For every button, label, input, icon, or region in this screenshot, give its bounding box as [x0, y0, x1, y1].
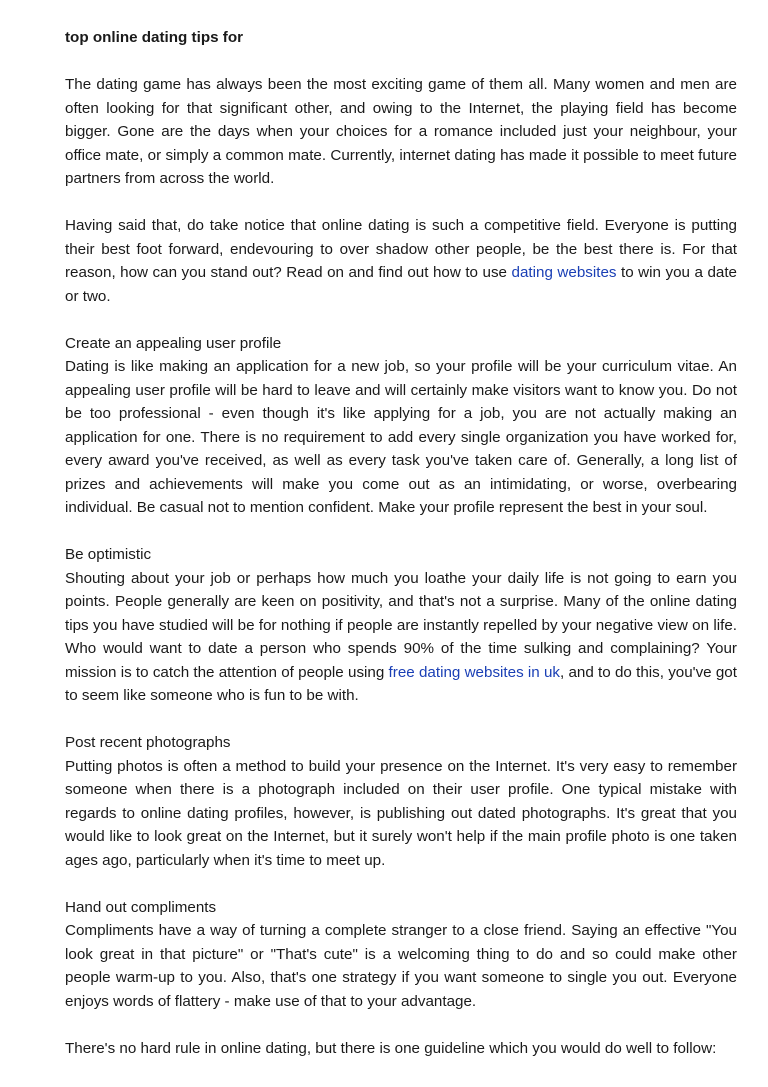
- intro-paragraph-2: [65, 214, 737, 308]
- section-profile: [65, 332, 737, 520]
- section-heading-profile: Create an appealing user profile: [65, 334, 282, 352]
- section-body-optimistic-before: Shouting about your job or perhaps how much you loathe your daily life is not going to earn you points. People generally are keen on positivity, and that's not a surprise. Many of the online dating tips you have studied will be for nothing if people are instantly repelled by your negative view on life. Who would want to date a person who spends 90% of the time sulking and complaining? Your mission is to catch the attention of people using: [65, 569, 737, 681]
- section-body-optimistic-after: , and to do this, you've got to seem like someone who is fun to be with.: [65, 663, 737, 704]
- intro-paragraph-2-text-after: to win you a date or two.: [65, 264, 737, 305]
- document-title: top online dating tips for: [65, 29, 244, 46]
- section-heading-photographs: Post recent photographs: [65, 734, 231, 751]
- section-optimistic: [65, 543, 737, 708]
- section-body-photographs: Putting photos is often a method to build your presence on the Internet. It's very easy to remember someone when there is a photograph included on their user profile. One typical mistake with regards to online dating profiles, however, is publishing out dated photographs. It's great that you would like to look great on the Internet, but it surely won't help if the main profile photo is one taken ages ago, particularly when it's time to meet up.: [65, 757, 737, 869]
- intro-paragraph-2-text-before: Having said that, do take notice that online dating is such a competitive field. Everyone is putting their best foot forward, endevouring to over shadow other people, be the best there is. For that reason, how can you stand out? Read on and find out how to use: [65, 217, 737, 281]
- section-heading-compliments: Hand out compliments: [65, 898, 217, 916]
- closing-paragraph: There's no hard rule in online dating, but there is one guideline which you would do well to follow:: [65, 1039, 717, 1057]
- free-dating-websites-uk-link[interactable]: free dating websites in uk: [388, 663, 561, 681]
- section-heading-optimistic: Be optimistic: [65, 546, 152, 563]
- section-body-profile: Dating is like making an application for a new job, so your profile will be your curriculum vitae. An appealing user profile will be hard to leave and will certainly make visitors want to know you. Do not be too professional - even though it's like applying for a job, you are not actually making an application for one. There is no requirement to add every single organization you have worked for, every award you've received, as well as every task you've taken care of. Generally, a long list of prizes and achievements will make you come out as an intimidating, or worse, overbearing individual. Be casual not to mention confident. Make your profile represent the best in your soul.: [65, 358, 737, 516]
- document-page: [65, 26, 737, 1084]
- section-body-compliments: Compliments have a way of turning a complete stranger to a close friend. Saying an effective "You look great in that picture" or "That's cute" is a welcoming thing to do and so could make other people warm-up to you. Also, that's one strategy if you want someone to single you out. Everyone enjoys words of flattery - make use of that to your advantage.: [65, 922, 737, 1010]
- section-photographs: [65, 731, 737, 872]
- section-compliments: [65, 896, 737, 1014]
- dating-websites-link[interactable]: dating websites: [511, 264, 617, 281]
- intro-paragraph-1: The dating game has always been the most exciting game of them all. Many women and men are often looking for that significant other, and owing to the Internet, the playing field has become bigger. Gone are the days when your choices for a romance included just your neighbour, your office mate, or simply a common mate. Currently, internet dating has made it possible to meet future partners from across the world.: [65, 76, 737, 187]
